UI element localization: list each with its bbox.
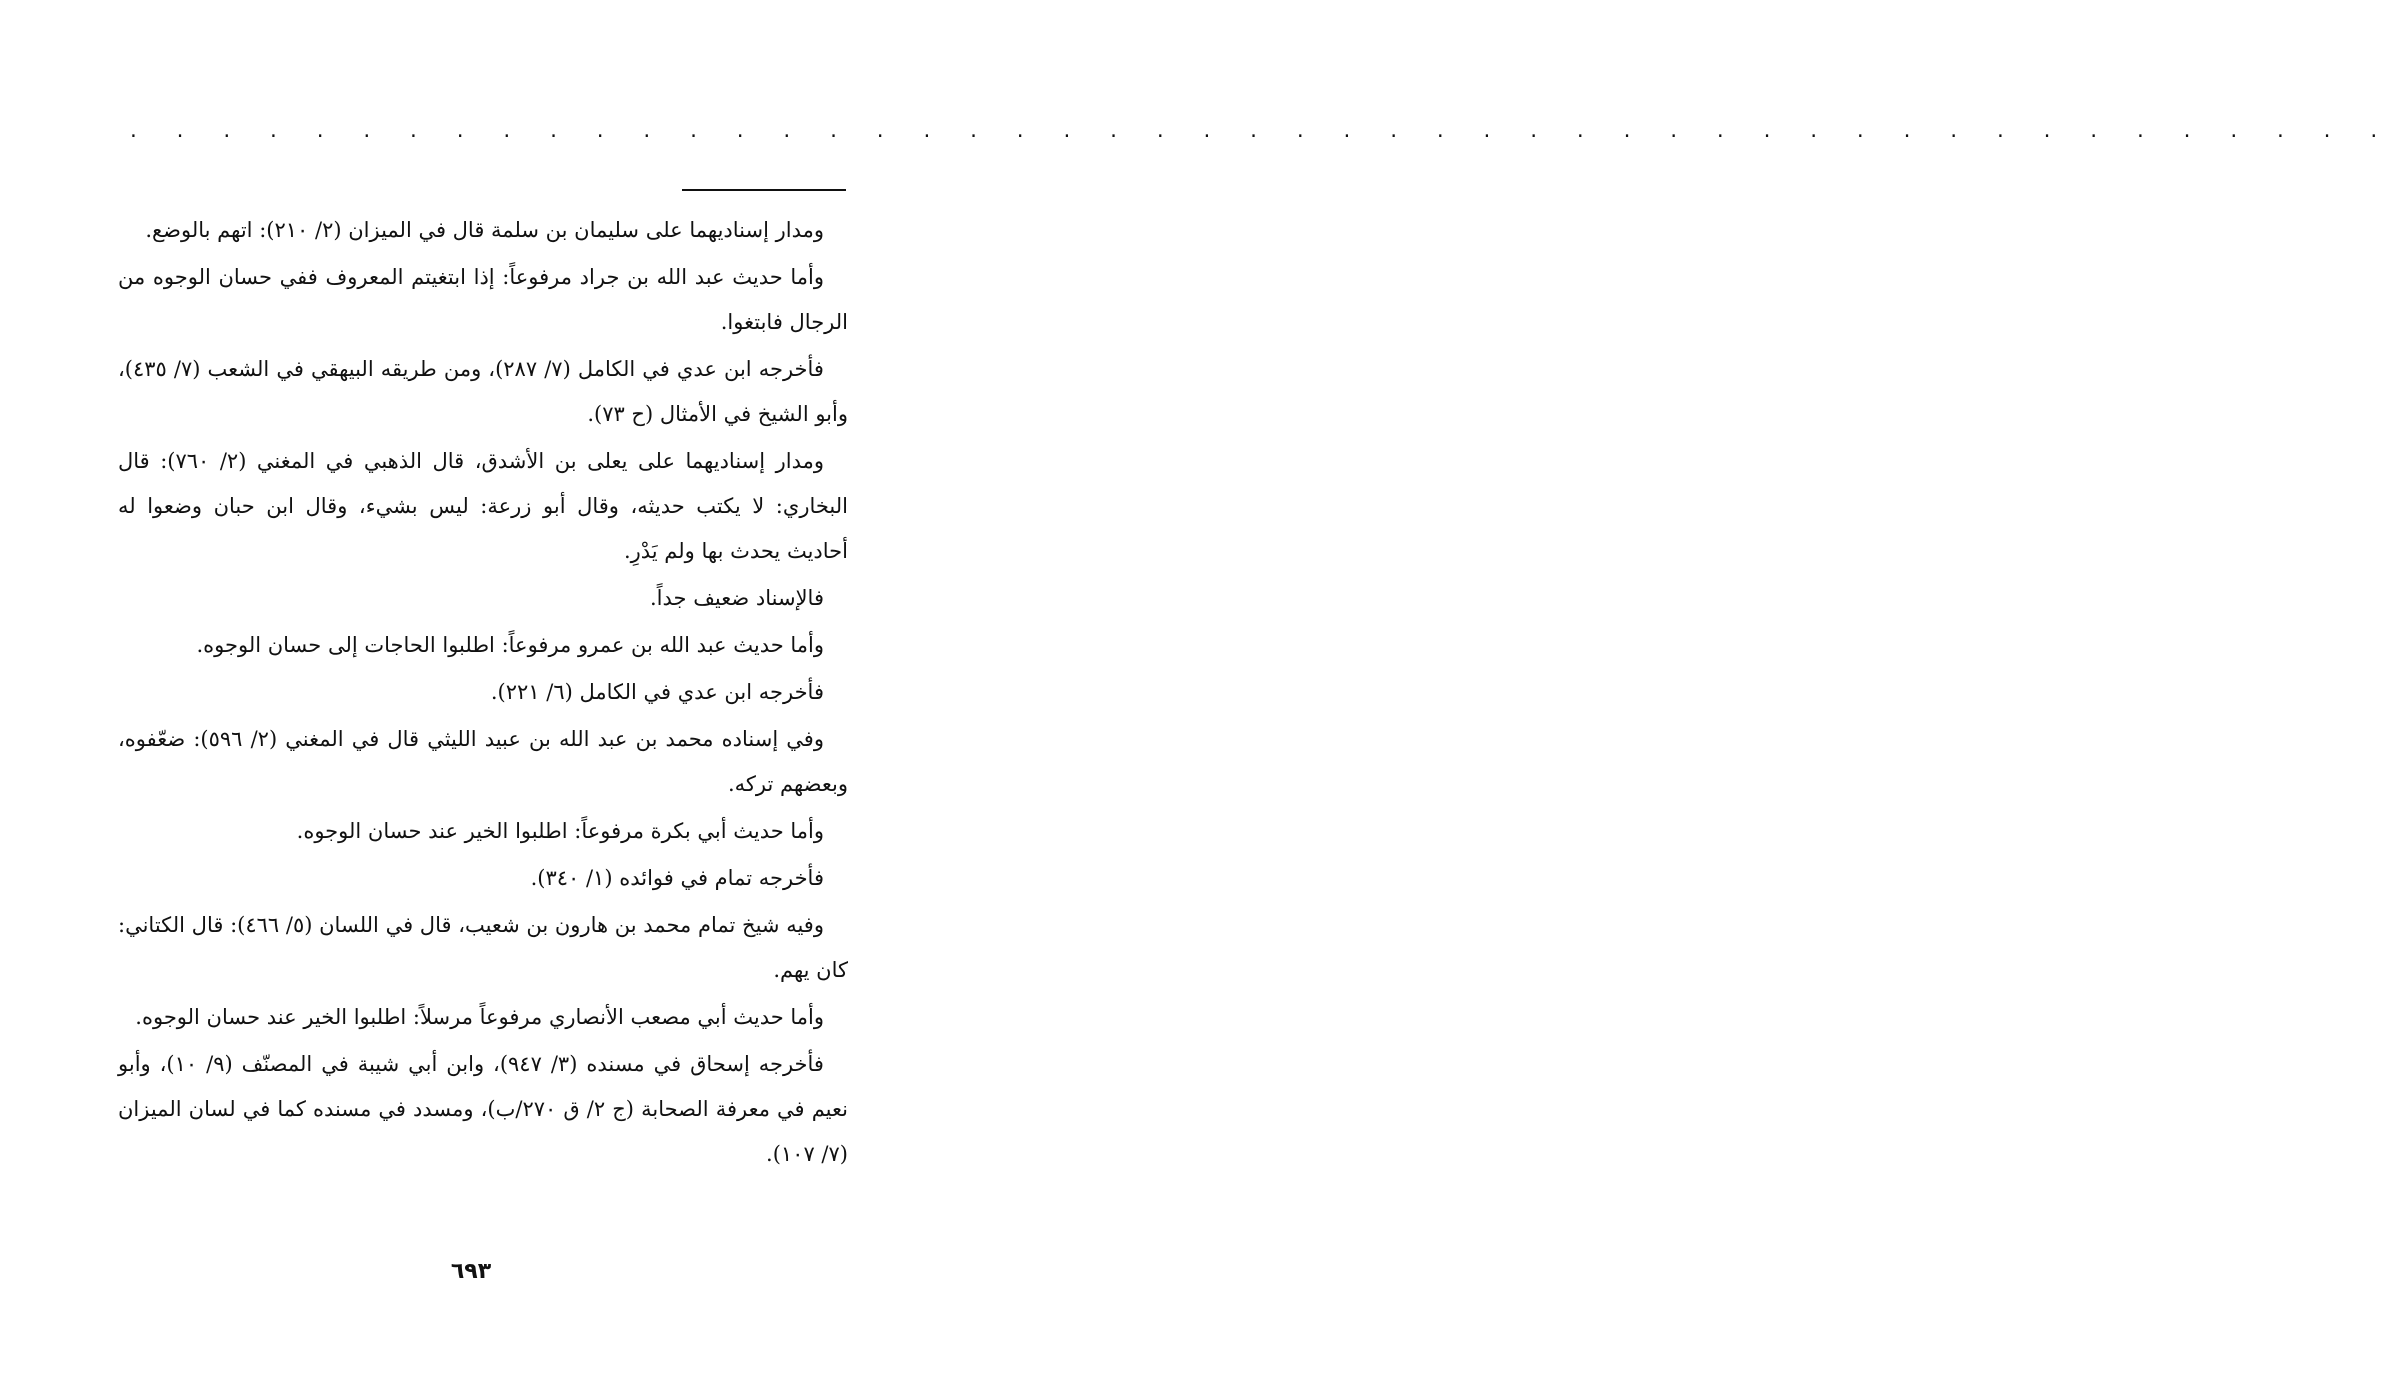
footnote-rule bbox=[682, 189, 846, 191]
page-number: ٦٩٣ bbox=[450, 1259, 492, 1284]
dotted-separator: . . . . . . . . . . . . . . . . . . . . . . . . . . . . . . . . . . . . . . . . . . . . . . . . . bbox=[128, 121, 2392, 142]
paragraph-8: وفي إسناده محمد بن عبد الله بن عبيد الليثي قال في المغني (٢/ ٥٩٦): ضعّفوه، وبعضهم تركه. bbox=[118, 727, 848, 796]
paragraph-10: فأخرجه تمام في فوائده (١/ ٣٤٠). bbox=[530, 866, 824, 890]
paragraph-7: فأخرجه ابن عدي في الكامل (٦/ ٢٢١). bbox=[490, 680, 824, 704]
paragraph-1: ومدار إسناديهما على سليمان بن سلمة قال في الميزان (٢/ ٢١٠): اتهم بالوضع. bbox=[145, 218, 824, 242]
paragraph-13: فأخرجه إسحاق في مسنده (٣/ ٩٤٧)، وابن أبي شيبة في المصنّف (٩/ ١٠)، وأبو نعيم في معرفة الصحابة (ج ٢/ ق ٢٧٠/ب)، ومسدد في مسنده كما في لسان الميزان (٧/ ١٠٧). bbox=[118, 1052, 848, 1166]
paragraph-3: فأخرجه ابن عدي في الكامل (٧/ ٢٨٧)، ومن طريقه البيهقي في الشعب (٧/ ٤٣٥)، وأبو الشيخ في الأمثال (ح ٧٣). bbox=[118, 357, 848, 426]
footnote-text bbox=[118, 208, 848, 1179]
paragraph-2: وأما حديث عبد الله بن جراد مرفوعاً: إذا ابتغيتم المعروف ففي حسان الوجوه من الرجال فابتغوا. bbox=[118, 265, 848, 334]
paragraph-4: ومدار إسناديهما على يعلى بن الأشدق، قال الذهبي في المغني (٢/ ٧٦٠): قال البخاري: لا يكتب حديثه، وقال أبو زرعة: ليس بشيء، وقال ابن حبان وضعوا له أحاديث يحدث بها ولم يَدْرِ. bbox=[118, 449, 848, 563]
paragraph-6: وأما حديث عبد الله بن عمرو مرفوعاً: اطلبوا الحاجات إلى حسان الوجوه. bbox=[196, 633, 824, 657]
paragraph-9: وأما حديث أبي بكرة مرفوعاً: اطلبوا الخير عند حسان الوجوه. bbox=[296, 819, 824, 843]
paragraph-5: فالإسناد ضعيف جداً. bbox=[650, 586, 824, 610]
paragraph-12: وأما حديث أبي مصعب الأنصاري مرفوعاً مرسلاً: اطلبوا الخير عند حسان الوجوه. bbox=[135, 1005, 824, 1029]
paragraph-11: وفيه شيخ تمام محمد بن هارون بن شعيب، قال في اللسان (٥/ ٤٦٦): قال الكتاني: كان يهم. bbox=[118, 913, 848, 982]
